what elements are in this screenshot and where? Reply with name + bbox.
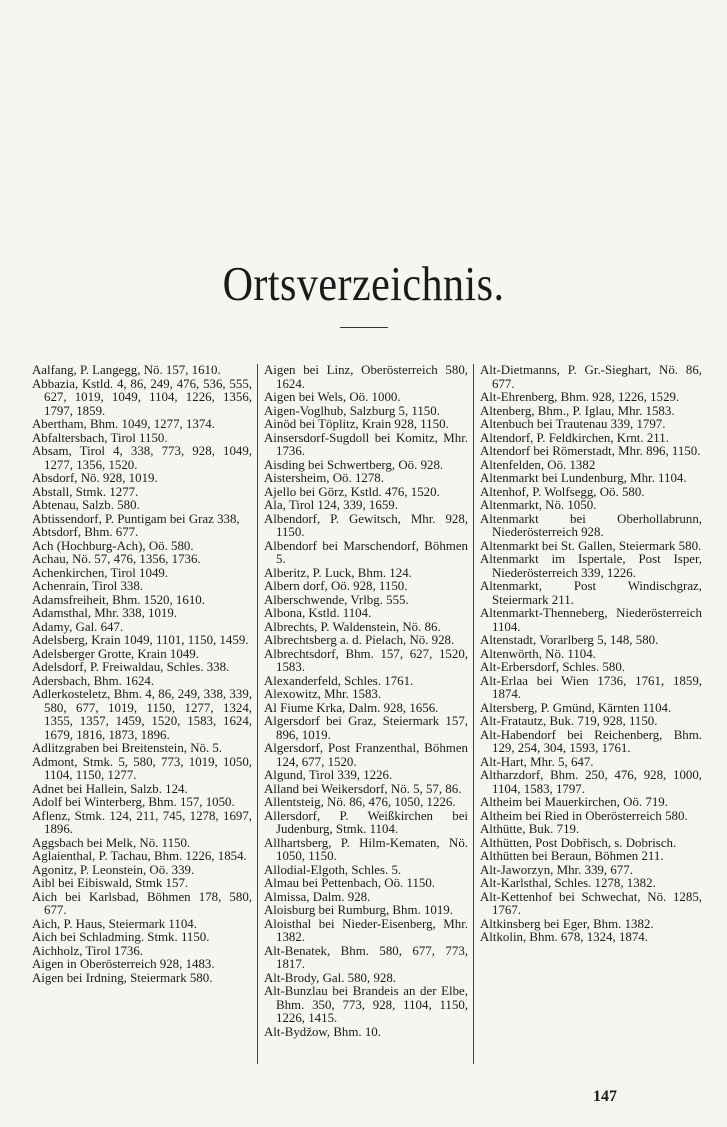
index-entry: Adlitzgraben bei Breitenstein, Nö. 5. [32,741,223,755]
index-entry: Adamsthal, Mhr. 338, 1019. [32,606,178,620]
index-entry: Abstall, Stmk. 1277. [32,484,139,499]
index-entry: Altendorf, P. Feldkirchen, Krnt. 211. [480,430,669,445]
index-entry: Alt-Kettenhof bei Schwechat, Nö. 1285, 1767. [480,889,702,917]
index-entry: Altenberg, Bhm., P. Iglau, Mhr. 1583. [480,403,675,418]
index-entry: Almau bei Pettenbach, Oö. 1150. [264,876,436,890]
index-entry: Alt-Hart, Mhr. 5, 647. [480,754,594,769]
index-entry: Achenkirchen, Tirol 1049. [32,565,169,580]
index-entry: Aistersheim, Oö. 1278. [264,471,384,485]
index-column-3 [480,364,702,1064]
index-entry: Alt-Karlsthal, Schles. 1278, 1382. [480,876,656,890]
index-column-2 [264,364,468,1064]
index-entry: Alt-Jaworzyn, Mhr. 339, 677. [480,862,633,877]
index-entry: Althütten, Post Dobřisch, s. Dobrisch. [480,835,677,850]
index-entry: Admont, Stmk. 5, 580, 773, 1019, 1050, 1104, 1150, 1277. [32,754,252,782]
index-entry: Albona, Kstld. 1104. [264,606,372,620]
index-entry: Albrechtsdorf, Bhm. 157, 627, 1520, 1583. [264,646,468,674]
index-entry: Algersdorf, Post Franzenthal, Böhmen 124, 677, 1520. [264,741,468,769]
index-entry: Altenfelden, Oö. 1382 [480,457,596,472]
index-entry: Ainsersdorf-Sugdoll bei Komitz, Mhr. 1736. [264,430,468,458]
index-columns [32,364,702,1064]
index-entry: Allersdorf, P. Weißkirchen bei Judenburg, Stmk. 1104. [264,808,468,836]
index-entry: Alt-Fratautz, Buk. 719, 928, 1150. [480,714,658,728]
index-entry: Alexanderfeld, Schles. 1761. [264,673,414,688]
index-entry: Althütte, Buk. 719. [480,822,580,836]
index-entry: Achenrain, Tirol 338. [32,579,143,593]
index-entry: Algund, Tirol 339, 1226. [264,768,393,782]
index-entry: Aglaienthal, P. Tachau, Bhm. 1226, 1854. [32,849,247,863]
index-entry: Allodial-Elgoth, Schles. 5. [264,862,402,877]
index-entry: Altenmarkt-Thenneberg, Niederösterreich 1104. [480,606,702,634]
index-entry: Aich, P. Haus, Steiermark 1104. [32,916,197,931]
index-entry: Altenmarkt, Post Windischgraz, Steiermark 211. [480,579,702,607]
index-entry: Abtissendorf, P. Puntigam bei Graz 338, [32,511,240,526]
index-entry: Alt-Bydžow, Bhm. 10. [264,1024,381,1039]
index-entry: Alexowitz, Mhr. 1583. [264,687,382,701]
index-entry: Alt-Dietmanns, P. Gr.-Sieghart, Nö. 86, 677. [480,363,702,391]
index-entry: Altenwörth, Nö. 1104. [480,646,596,661]
index-entry: Adamsfreiheit, Bhm. 1520, 1610. [32,592,205,607]
index-entry: Aich bei Schladming. Stmk. 1150. [32,930,210,944]
index-entry: Alt-Erlaa bei Wien 1736, 1761, 1859, 1874. [480,673,702,701]
index-entry: Althütten bei Beraun, Böhmen 211. [480,849,664,863]
index-entry: Altharzdorf, Bhm. 250, 476, 928, 1000, 1104, 1583, 1797. [480,768,702,796]
index-entry: Aloisburg bei Rumburg, Bhm. 1019. [264,903,453,917]
index-entry: Altkolin, Bhm. 678, 1324, 1874. [480,930,648,944]
index-entry: Altenmarkt, Nö. 1050. [480,498,597,512]
index-entry: Aichholz, Tirol 1736. [32,943,144,958]
index-entry: Aibl bei Eibiswald, Stmk 157. [32,876,189,890]
index-entry: Albendorf, P. Gewitsch, Mhr. 928, 1150. [264,511,468,539]
index-entry: Altenmarkt im Ispertale, Post Isper, Niederösterreich 339, 1226. [480,552,702,580]
index-entry: Alt-Brody, Gal. 580, 928. [264,970,396,985]
index-entry: Aloisthal bei Nieder-Eisenberg, Mhr. 1382. [264,916,468,944]
index-entry: Altenmarkt bei Lundenburg, Mhr. 1104. [480,471,687,485]
index-entry: Aisding bei Schwertberg, Oö. 928. [264,457,444,472]
index-entry: Alland bei Weikersdorf, Nö. 5, 57, 86. [264,781,462,796]
index-entry: Alt-Erbersdorf, Schles. 580. [480,660,625,674]
index-entry: Ainöd bei Töplitz, Krain 928, 1150. [264,417,449,431]
index-entry: Allentsteig, Nö. 86, 476, 1050, 1226. [264,795,456,809]
index-entry: Adelsdorf, P. Freiwaldau, Schles. 338. [32,660,230,674]
index-entry: Altenhof, P. Wolfsegg, Oö. 580. [480,484,645,499]
index-entry: Absam, Tirol 4, 338, 773, 928, 1049, 1277, 1356, 1520. [32,444,252,472]
index-entry: Agonitz, P. Leonstein, Oö. 339. [32,862,195,877]
index-entry: Aich bei Karlsbad, Böhmen 178, 580, 677. [32,889,252,917]
index-entry: Adelsberger Grotte, Krain 1049. [32,646,199,661]
title-divider [340,327,388,328]
index-entry: Alberitz, P. Luck, Bhm. 124. [264,565,412,580]
page-title: Ortsverzeichnis. [222,256,505,311]
index-entry: Altkinsberg bei Eger, Bhm. 1382. [480,916,654,931]
index-entry: Altenbuch bei Trautenau 339, 1797. [480,417,666,431]
index-entry: Alt-Benatek, Bhm. 580, 677, 773, 1817. [264,943,468,971]
index-entry: Allhartsberg, P. Hilm-Kematen, Nö. 1050, 1150. [264,835,468,863]
index-entry: Aigen bei Linz, Oberösterreich 580, 1624. [264,363,468,391]
index-entry: Aggsbach bei Melk, Nö. 1150. [32,835,191,850]
index-entry: Adlerkosteletz, Bhm. 4, 86, 249, 338, 339, 580, 677, 1019, 1150, 1277, 1324, 1355, 1357, 1459, 1520, 1583, 1624, 1679, 1816, 1873, 1896. [32,687,252,742]
index-entry: Ala, Tirol 124, 339, 1659. [264,498,398,512]
index-entry: Algersdorf bei Graz, Steiermark 157, 896, 1019. [264,714,468,742]
index-entry: Aigen bei Irdning, Steiermark 580. [32,970,213,985]
index-entry: Alt-Bunzlau bei Brandeis an der Elbe, Bhm. 350, 773, 928, 1104, 1150, 1226, 1415. [264,984,468,1025]
index-entry: Adersbach, Bhm. 1624. [32,673,155,688]
index-entry: Altheim bei Ried in Oberösterreich 580. [480,808,688,823]
index-entry: Ajello bei Görz, Kstld. 476, 1520. [264,484,440,499]
index-entry: Al Fiume Krka, Dalm. 928, 1656. [264,700,439,715]
index-entry: Abtenau, Salzb. 580. [32,498,140,512]
index-entry: Abtsdorf, Bhm. 677. [32,525,139,539]
index-entry: Adolf bei Winterberg, Bhm. 157, 1050. [32,795,235,809]
page-number: 147 [593,1088,617,1105]
index-entry: Altersberg, P. Gmünd, Kärnten 1104. [480,700,672,715]
index-entry: Achau, Nö. 57, 476, 1356, 1736. [32,552,201,566]
index-entry: Aflenz, Stmk. 124, 211, 745, 1278, 1697, 1896. [32,808,252,836]
index-entry: Altenstadt, Vorarlberg 5, 148, 580. [480,633,659,647]
index-entry: Abbazia, Kstld. 4, 86, 249, 476, 536, 555, 627, 1019, 1049, 1104, 1226, 1356, 1797, 1859. [32,376,252,418]
index-entry: Alt-Habendorf bei Reichenberg, Bhm. 129, 254, 304, 1593, 1761. [480,727,702,755]
index-entry: Aalfang, P. Langegg, Nö. 157, 1610. [32,363,221,377]
index-entry: Aigen in Oberösterreich 928, 1483. [32,957,215,971]
index-entry: Aigen-Voglhub, Salzburg 5, 1150. [264,403,440,418]
index-entry: Adelsberg, Krain 1049, 1101, 1150, 1459. [32,633,249,647]
index-entry: Almissa, Dalm. 928. [264,889,371,904]
index-entry: Altenmarkt bei St. Gallen, Steiermark 580. [480,538,702,553]
index-entry: Ach (Hochburg-Ach), Oö. 580. [32,538,194,553]
index-entry: Adamy, Gal. 647. [32,619,124,634]
index-entry: Albrechts, P. Waldenstein, Nö. 86. [264,619,441,634]
index-entry: Alberschwende, Vrlbg. 555. [264,592,409,607]
index-entry: Alt-Ehrenberg, Bhm. 928, 1226, 1529. [480,390,680,404]
index-entry: Adnet bei Hallein, Salzb. 124. [32,781,188,796]
index-column-1 [32,364,252,1064]
index-entry: Abertham, Bhm. 1049, 1277, 1374. [32,417,215,431]
index-entry: Altenmarkt bei Oberhollabrunn, Niederösterreich 928. [480,511,702,539]
index-entry: Aigen bei Wels, Oö. 1000. [264,390,401,404]
index-entry: Altendorf bei Römerstadt, Mhr. 896, 1150. [480,444,701,458]
index-entry: Albrechtsberg a. d. Pielach, Nö. 928. [264,633,455,647]
index-entry: Albendorf bei Marschendorf, Böhmen 5. [264,538,468,566]
index-entry: Albern dorf, Oö. 928, 1150. [264,579,408,593]
index-entry: Altheim bei Mauerkirchen, Oö. 719. [480,795,668,809]
index-entry: Absdorf, Nö. 928, 1019. [32,471,158,485]
index-entry: Abfaltersbach, Tirol 1150. [32,430,168,445]
